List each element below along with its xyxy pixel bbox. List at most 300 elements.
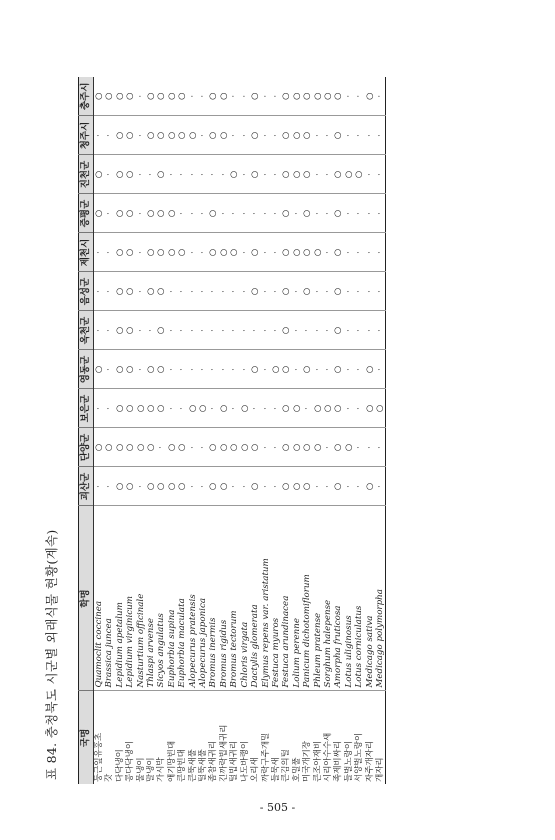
scientific-name-cell: Thlaspi arvense: [146, 506, 156, 691]
presence-mark-cell: ○: [281, 233, 291, 272]
presence-mark-cell: ○: [302, 116, 312, 155]
presence-mark-cell: ·: [156, 428, 166, 467]
presence-mark-cell: ·: [344, 116, 354, 155]
presence-mark-cell: ·: [167, 350, 177, 389]
presence-mark-cell: ○: [115, 350, 125, 389]
presence-mark-cell: ·: [250, 311, 260, 350]
korean-name-cell: 가시박: [156, 757, 167, 782]
presence-mark-cell: ·: [313, 311, 323, 350]
scientific-name-cell: Panicum dichotomiflorum: [302, 506, 312, 691]
presence-mark-cell: ○: [302, 155, 312, 194]
presence-mark-cell: ·: [208, 311, 218, 350]
presence-mark-cell: ·: [198, 77, 208, 116]
presence-mark-cell: ·: [375, 155, 386, 194]
column-header: 영동군: [79, 350, 94, 389]
presence-mark-cell: ·: [229, 350, 239, 389]
presence-mark-cell: ·: [198, 311, 208, 350]
presence-mark-cell: ○: [219, 467, 229, 506]
presence-mark-cell: ·: [261, 428, 271, 467]
presence-mark-cell: ○: [281, 311, 291, 350]
presence-mark-cell: ·: [188, 194, 198, 233]
presence-mark-cell: ·: [313, 467, 323, 506]
table-row: [219, 77, 229, 784]
presence-mark-cell: ·: [104, 350, 114, 389]
presence-mark-cell: ○: [125, 233, 135, 272]
presence-mark-cell: ○: [302, 428, 312, 467]
presence-mark-cell: ○: [229, 428, 239, 467]
table-row: [167, 77, 177, 784]
presence-mark-cell: ·: [219, 311, 229, 350]
scientific-name-cell: Sorghum halepense: [323, 506, 333, 691]
presence-mark-cell: ·: [354, 194, 364, 233]
scientific-name-cell: Alopecurus japonica: [198, 506, 208, 691]
presence-mark-cell: ○: [115, 194, 125, 233]
presence-mark-cell: ○: [115, 311, 125, 350]
presence-mark-cell: ○: [281, 77, 291, 116]
presence-mark-cell: ○: [136, 389, 146, 428]
presence-mark-cell: ·: [136, 194, 146, 233]
presence-mark-cell: ·: [198, 194, 208, 233]
korean-name-cell: 긴까락빕새귀리: [218, 724, 229, 782]
scientific-name-cell: Dactylis glomerata: [250, 506, 260, 691]
table-caption: 표 84. 충청북도 시군별 외래식물 현황(계속): [44, 529, 59, 780]
presence-mark-cell: ·: [261, 116, 271, 155]
korean-name-cell: 오리새: [250, 757, 261, 782]
presence-mark-cell: ○: [104, 428, 114, 467]
presence-mark-cell: ·: [344, 272, 354, 311]
presence-mark-cell: ·: [271, 311, 281, 350]
presence-mark-cell: ○: [94, 428, 105, 467]
scientific-name-cell: Phleum pratense: [313, 506, 323, 691]
presence-mark-cell: ·: [94, 311, 105, 350]
presence-mark-cell: ○: [292, 116, 302, 155]
korean-name-cell: 미국개기장: [302, 740, 313, 782]
presence-mark-cell: ·: [198, 272, 208, 311]
presence-mark-cell: ○: [365, 467, 375, 506]
presence-mark-cell: ·: [198, 467, 208, 506]
table-row: [125, 77, 135, 784]
presence-mark-cell: ○: [240, 428, 250, 467]
presence-mark-cell: ·: [365, 233, 375, 272]
presence-mark-cell: ○: [125, 467, 135, 506]
presence-mark-cell: ○: [188, 116, 198, 155]
presence-mark-cell: ○: [188, 389, 198, 428]
presence-mark-cell: ·: [188, 311, 198, 350]
presence-mark-cell: ○: [167, 77, 177, 116]
table-row: [271, 77, 281, 784]
table-row: [250, 77, 260, 784]
presence-mark-cell: ·: [198, 428, 208, 467]
presence-mark-cell: ○: [354, 155, 364, 194]
presence-mark-cell: ·: [344, 389, 354, 428]
presence-mark-cell: ○: [250, 428, 260, 467]
presence-mark-cell: ·: [323, 233, 333, 272]
presence-mark-cell: ·: [188, 428, 198, 467]
presence-mark-cell: ·: [292, 350, 302, 389]
presence-mark-cell: ·: [208, 350, 218, 389]
presence-mark-cell: ·: [94, 116, 105, 155]
presence-mark-cell: ·: [365, 116, 375, 155]
column-header: 보은군: [79, 389, 94, 428]
presence-mark-cell: ·: [188, 350, 198, 389]
scientific-name-cell: Euphorbia supina: [167, 506, 177, 691]
scientific-name-cell: Lolium perenne: [292, 506, 302, 691]
presence-mark-cell: ○: [313, 428, 323, 467]
presence-mark-cell: ·: [146, 311, 156, 350]
korean-name-cell: 애기땅빈대: [166, 740, 177, 782]
scientific-name-cell: Medicago sativa: [365, 506, 375, 691]
table-row: [188, 77, 198, 784]
korean-name-cell: 호밀풀: [291, 757, 302, 782]
presence-mark-cell: ○: [146, 428, 156, 467]
table-header: [79, 77, 94, 784]
presence-mark-cell: ○: [281, 467, 291, 506]
column-header: 학명: [79, 506, 94, 691]
presence-mark-cell: ○: [167, 428, 177, 467]
presence-mark-cell: ○: [115, 389, 125, 428]
presence-mark-cell: ·: [354, 233, 364, 272]
presence-mark-cell: ·: [219, 194, 229, 233]
presence-mark-cell: ·: [261, 467, 271, 506]
presence-mark-cell: ·: [313, 116, 323, 155]
presence-mark-cell: ○: [146, 467, 156, 506]
presence-mark-cell: ·: [177, 272, 187, 311]
presence-mark-cell: ·: [271, 77, 281, 116]
presence-mark-cell: ○: [208, 428, 218, 467]
scientific-name-cell: Brassica juncea: [104, 506, 114, 691]
presence-mark-cell: ○: [125, 272, 135, 311]
presence-mark-cell: ·: [219, 272, 229, 311]
table-row: [208, 77, 218, 784]
presence-mark-cell: ○: [219, 77, 229, 116]
scientific-name-cell: Bromus rigidus: [219, 506, 229, 691]
presence-mark-cell: ·: [198, 350, 208, 389]
presence-mark-cell: ·: [229, 194, 239, 233]
presence-mark-cell: ○: [208, 194, 218, 233]
presence-mark-cell: ○: [292, 428, 302, 467]
presence-mark-cell: ·: [344, 233, 354, 272]
presence-mark-cell: ○: [167, 194, 177, 233]
presence-mark-cell: ○: [302, 233, 312, 272]
column-header: 음성군: [79, 272, 94, 311]
korean-name-cell: 들묵새: [270, 757, 281, 782]
presence-mark-cell: ○: [240, 389, 250, 428]
presence-mark-cell: ·: [375, 116, 386, 155]
presence-mark-cell: ·: [198, 155, 208, 194]
presence-mark-cell: ·: [313, 350, 323, 389]
column-header: 국명: [79, 691, 94, 784]
presence-mark-cell: ·: [261, 194, 271, 233]
table-row: [198, 77, 208, 784]
presence-mark-cell: ·: [177, 311, 187, 350]
presence-mark-cell: ·: [229, 311, 239, 350]
presence-mark-cell: ·: [292, 272, 302, 311]
presence-mark-cell: ○: [208, 116, 218, 155]
rotated-page-content: [40, 74, 490, 784]
header-row: [79, 77, 94, 784]
presence-mark-cell: ○: [281, 272, 291, 311]
presence-mark-cell: ○: [333, 428, 343, 467]
presence-mark-cell: ○: [125, 155, 135, 194]
table-row: [354, 77, 364, 784]
presence-mark-cell: ○: [333, 272, 343, 311]
table-row: [240, 77, 250, 784]
presence-mark-cell: ·: [313, 272, 323, 311]
presence-mark-cell: ○: [94, 155, 105, 194]
presence-mark-cell: ○: [156, 233, 166, 272]
presence-mark-cell: ·: [261, 311, 271, 350]
presence-mark-cell: ○: [115, 233, 125, 272]
presence-mark-cell: ·: [240, 272, 250, 311]
presence-mark-cell: ·: [344, 77, 354, 116]
presence-mark-cell: ○: [167, 116, 177, 155]
presence-mark-cell: ·: [354, 428, 364, 467]
presence-mark-cell: ○: [281, 428, 291, 467]
page-number: - 505 -: [259, 801, 296, 814]
presence-mark-cell: ○: [198, 389, 208, 428]
presence-mark-cell: ·: [136, 116, 146, 155]
presence-mark-cell: ·: [354, 467, 364, 506]
presence-mark-cell: ○: [292, 389, 302, 428]
presence-mark-cell: ○: [250, 77, 260, 116]
presence-mark-cell: ○: [333, 389, 343, 428]
presence-mark-cell: ·: [104, 467, 114, 506]
presence-mark-cell: ·: [375, 311, 386, 350]
presence-mark-cell: ○: [302, 194, 312, 233]
korean-name-cell: 큰땅빈대: [177, 749, 188, 782]
table-row: [313, 77, 323, 784]
presence-mark-cell: ·: [344, 194, 354, 233]
presence-mark-cell: ○: [115, 77, 125, 116]
presence-mark-cell: ·: [261, 155, 271, 194]
presence-mark-cell: ·: [365, 272, 375, 311]
table-row: [281, 77, 291, 784]
presence-mark-cell: ○: [208, 467, 218, 506]
presence-mark-cell: ·: [375, 272, 386, 311]
presence-mark-cell: ○: [302, 77, 312, 116]
presence-mark-cell: ○: [219, 116, 229, 155]
presence-mark-cell: ·: [271, 467, 281, 506]
presence-mark-cell: ·: [167, 272, 177, 311]
column-header: 청주시: [79, 116, 94, 155]
presence-mark-cell: ○: [94, 77, 105, 116]
korean-name-cell: 큰뚝새풀: [187, 749, 198, 782]
presence-mark-cell: ·: [208, 155, 218, 194]
presence-mark-cell: ○: [125, 77, 135, 116]
presence-mark-cell: ○: [365, 350, 375, 389]
presence-mark-cell: ·: [323, 194, 333, 233]
scientific-name-cell: Lepidium apetalum: [115, 506, 125, 691]
presence-mark-cell: ·: [271, 272, 281, 311]
table-row: [229, 77, 239, 784]
korean-name-cell: 개자리: [374, 757, 385, 782]
presence-mark-cell: ·: [250, 389, 260, 428]
table-row: [94, 77, 105, 784]
presence-mark-cell: ○: [333, 467, 343, 506]
column-header: 옥천군: [79, 311, 94, 350]
table-row: [156, 77, 166, 784]
presence-mark-cell: ○: [177, 467, 187, 506]
presence-mark-cell: ○: [125, 350, 135, 389]
presence-mark-cell: ○: [156, 116, 166, 155]
presence-mark-cell: ·: [375, 428, 386, 467]
presence-mark-cell: ○: [281, 116, 291, 155]
presence-mark-cell: ○: [281, 194, 291, 233]
presence-mark-cell: ·: [354, 116, 364, 155]
presence-mark-cell: ·: [240, 233, 250, 272]
presence-mark-cell: ○: [292, 233, 302, 272]
presence-mark-cell: ·: [104, 233, 114, 272]
korean-name-cell: 물냉이: [135, 757, 146, 782]
korean-name-cell: 다닥냉이: [114, 749, 125, 782]
presence-mark-cell: ○: [365, 389, 375, 428]
presence-mark-cell: ○: [94, 194, 105, 233]
presence-mark-cell: ·: [136, 350, 146, 389]
presence-mark-cell: ·: [104, 194, 114, 233]
presence-mark-cell: ·: [365, 311, 375, 350]
presence-mark-cell: ○: [229, 233, 239, 272]
presence-mark-cell: ·: [354, 350, 364, 389]
presence-mark-cell: ○: [302, 467, 312, 506]
presence-mark-cell: ○: [219, 233, 229, 272]
presence-mark-cell: ○: [365, 77, 375, 116]
presence-mark-cell: ○: [292, 467, 302, 506]
presence-mark-cell: ·: [375, 194, 386, 233]
table-row: [146, 77, 156, 784]
presence-mark-cell: ·: [177, 194, 187, 233]
presence-mark-cell: ○: [146, 350, 156, 389]
korean-name-cell: 둥근잎유홍초: [94, 732, 104, 782]
presence-mark-cell: ·: [219, 155, 229, 194]
korean-name-cell: 까락구주개밀: [260, 732, 271, 782]
presence-mark-cell: ○: [177, 116, 187, 155]
presence-mark-cell: ○: [313, 233, 323, 272]
presence-mark-cell: ○: [219, 428, 229, 467]
presence-mark-cell: ·: [375, 467, 386, 506]
presence-mark-cell: ·: [240, 311, 250, 350]
presence-mark-cell: ○: [281, 389, 291, 428]
presence-mark-cell: ○: [115, 116, 125, 155]
presence-mark-cell: ○: [177, 77, 187, 116]
table-row: [177, 77, 187, 784]
presence-mark-cell: ·: [136, 155, 146, 194]
column-header: 진천군: [79, 155, 94, 194]
presence-mark-cell: ·: [302, 389, 312, 428]
column-header: 충주시: [79, 77, 94, 116]
presence-mark-cell: ·: [167, 311, 177, 350]
presence-mark-cell: ·: [375, 77, 386, 116]
presence-mark-cell: ·: [240, 116, 250, 155]
presence-mark-cell: ·: [219, 350, 229, 389]
alien-plants-table: [78, 77, 386, 784]
column-header: 제천시: [79, 233, 94, 272]
presence-mark-cell: ·: [365, 155, 375, 194]
presence-mark-cell: ·: [104, 389, 114, 428]
presence-mark-cell: ○: [104, 77, 114, 116]
presence-mark-cell: ·: [250, 194, 260, 233]
presence-mark-cell: ·: [271, 116, 281, 155]
presence-mark-cell: ·: [313, 194, 323, 233]
presence-mark-cell: ·: [354, 389, 364, 428]
presence-mark-cell: ○: [156, 194, 166, 233]
presence-mark-cell: ○: [177, 233, 187, 272]
presence-mark-cell: ·: [94, 233, 105, 272]
presence-mark-cell: ○: [333, 116, 343, 155]
presence-mark-cell: ·: [229, 77, 239, 116]
presence-mark-cell: ·: [177, 350, 187, 389]
table-row: [323, 77, 333, 784]
presence-mark-cell: ·: [104, 155, 114, 194]
presence-mark-cell: ○: [156, 350, 166, 389]
presence-mark-cell: ○: [333, 194, 343, 233]
scientific-name-cell: Elymus repens var. aristatum: [261, 506, 271, 691]
table-body: [94, 77, 386, 784]
presence-mark-cell: ·: [208, 272, 218, 311]
scientific-name-cell: Bromus tectorum: [229, 506, 239, 691]
scientific-name-cell: Lotus uliginosus: [344, 506, 354, 691]
presence-mark-cell: ·: [177, 389, 187, 428]
presence-mark-cell: ○: [250, 155, 260, 194]
presence-mark-cell: ·: [271, 389, 281, 428]
presence-mark-cell: ·: [146, 155, 156, 194]
scientific-name-cell: Euphorbia maculata: [177, 506, 187, 691]
presence-mark-cell: ○: [125, 116, 135, 155]
presence-mark-cell: ·: [240, 77, 250, 116]
presence-mark-cell: ○: [333, 77, 343, 116]
presence-mark-cell: ·: [344, 311, 354, 350]
presence-mark-cell: ·: [188, 233, 198, 272]
presence-mark-cell: ○: [146, 194, 156, 233]
scientific-name-cell: Nasturtium officinale: [136, 506, 146, 691]
presence-mark-cell: ·: [354, 77, 364, 116]
presence-mark-cell: ○: [250, 116, 260, 155]
column-header: 증평군: [79, 194, 94, 233]
presence-mark-cell: ○: [302, 272, 312, 311]
presence-mark-cell: ·: [136, 272, 146, 311]
presence-mark-cell: ·: [104, 272, 114, 311]
presence-mark-cell: ○: [229, 155, 239, 194]
presence-mark-cell: ○: [344, 428, 354, 467]
presence-mark-cell: ·: [344, 350, 354, 389]
korean-name-cell: 나도바랭이: [239, 740, 250, 782]
presence-mark-cell: ·: [261, 272, 271, 311]
presence-mark-cell: ·: [271, 194, 281, 233]
table-row: [136, 77, 146, 784]
presence-mark-cell: ○: [333, 233, 343, 272]
presence-mark-cell: ·: [208, 389, 218, 428]
presence-mark-cell: ·: [375, 233, 386, 272]
scientific-name-cell: Bromus inermis: [208, 506, 218, 691]
presence-mark-cell: ·: [177, 155, 187, 194]
presence-mark-cell: ·: [323, 116, 333, 155]
presence-mark-cell: ·: [188, 272, 198, 311]
presence-mark-cell: ○: [323, 389, 333, 428]
presence-mark-cell: ·: [229, 389, 239, 428]
korean-name-cell: 자주개자리: [364, 740, 375, 782]
presence-mark-cell: ·: [136, 77, 146, 116]
presence-mark-cell: ·: [104, 116, 114, 155]
scientific-name-cell: Medicago polymorpha: [375, 506, 386, 691]
presence-mark-cell: ·: [167, 389, 177, 428]
presence-mark-cell: ○: [156, 155, 166, 194]
scientific-name-cell: Lepidium virginicum: [125, 506, 135, 691]
korean-name-cell: 말냉이: [146, 757, 157, 782]
presence-mark-cell: ○: [94, 350, 105, 389]
presence-mark-cell: ○: [125, 311, 135, 350]
presence-mark-cell: ·: [323, 467, 333, 506]
korean-name-cell: 큰김의털: [281, 749, 292, 782]
korean-name-cell: 서양벌노랑이: [354, 732, 365, 782]
